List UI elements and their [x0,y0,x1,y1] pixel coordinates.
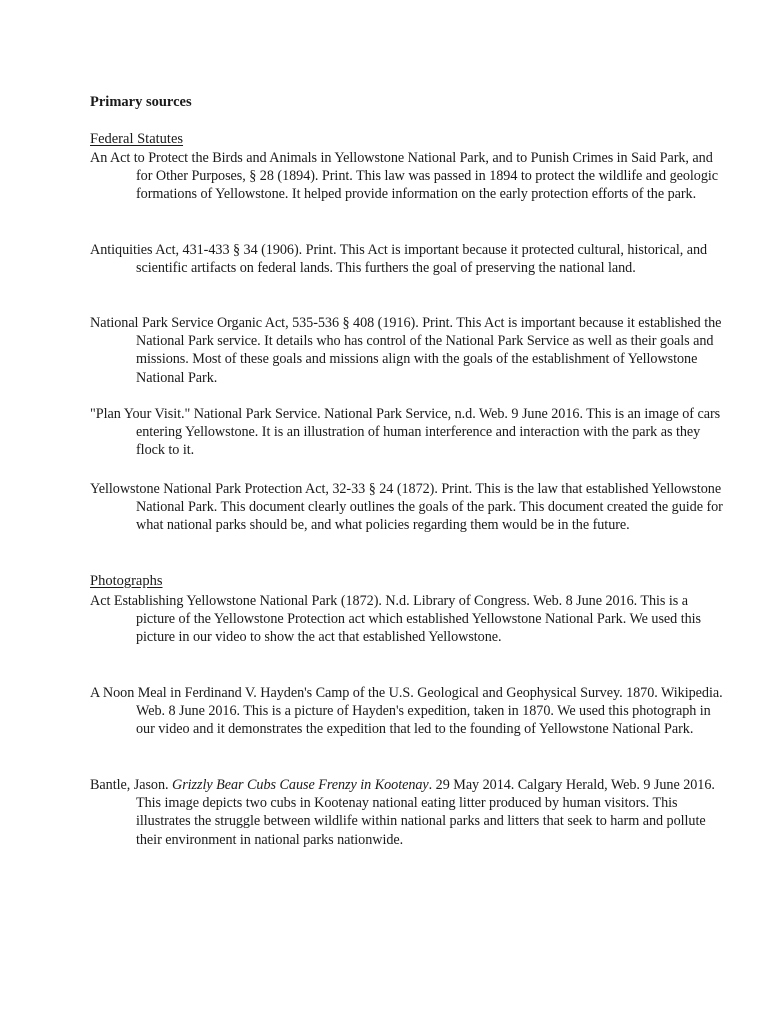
citation-entry-bantle [90,776,724,849]
page-title: Primary sources [90,94,192,110]
citation-details: . 29 May 2014. Calgary Herald, Web. 9 June 2016. This image depicts two cubs in Kootenay national eating litter produced by human visitors. This illustrates the struggle between wildlife within national parks and litters that seek to harm and pollute their environment in national parks nationwide. [136,777,715,848]
citation-entry-antiquities-act: Antiquities Act, 431-433 § 34 (1906). Print. This Act is important because it protected cultural, historical, and scientific artifacts on federal lands. This furthers the goal of preserving the national land. [90,242,708,277]
citation-title: Grizzly Bear Cubs Cause Frenzy in Kootenay [172,777,429,793]
section-label-federal-statutes: Federal Statutes [90,131,184,147]
citation-author: Bantle, Jason. [90,777,172,793]
citation-entry-plan-your-visit: "Plan Your Visit." National Park Service. National Park Service, n.d. Web. 9 June 2016. This is an image of cars entering Yellowstone. It is an illustration of human interference and interaction with the park as they flock to it. [90,406,721,459]
citation-entry-noon-meal: A Noon Meal in Ferdinand V. Hayden's Camp of the U.S. Geological and Geophysical Survey. 1870. Wikipedia. Web. 8 June 2016. This is a picture of Hayden's expedition, taken in 1870. We used this photograph in our video and it demonstrates the expedition that led to the founding of Yellowstone National Park. [90,685,723,738]
citation-entry-act-photo: Act Establishing Yellowstone National Park (1872). N.d. Library of Congress. Web. 8 June 2016. This is a picture of the Yellowstone Protection act which established Yellowstone National Park. We used this picture in our video to show the act that established Yellowstone. [90,593,701,646]
citation-entry-1894-act: An Act to Protect the Birds and Animals in Yellowstone National Park, and to Punish Crimes in Said Park, and for Other Purposes, § 28 (1894). Print. This law was passed in 1894 to protect the wildlife and geologic formations of Yellowstone. It helped provide information on the early protection efforts of the park. [90,150,719,203]
citation-entry-protection-act: Yellowstone National Park Protection Act, 32-33 § 24 (1872). Print. This is the law that established Yellowstone National Park. This document clearly outlines the goals of the park. This document created the guide for what national parks should be, and what policies regarding them would be in the future. [90,481,723,534]
citation-entry-organic-act: National Park Service Organic Act, 535-536 § 408 (1916). Print. This Act is important because it established the National Park service. It details who has control of the National Park Service as well as their goals and missions. Most of these goals and missions align with the goals of the establishment of Yellowstone National Park. [90,315,722,386]
section-label-photographs: Photographs [90,573,163,589]
